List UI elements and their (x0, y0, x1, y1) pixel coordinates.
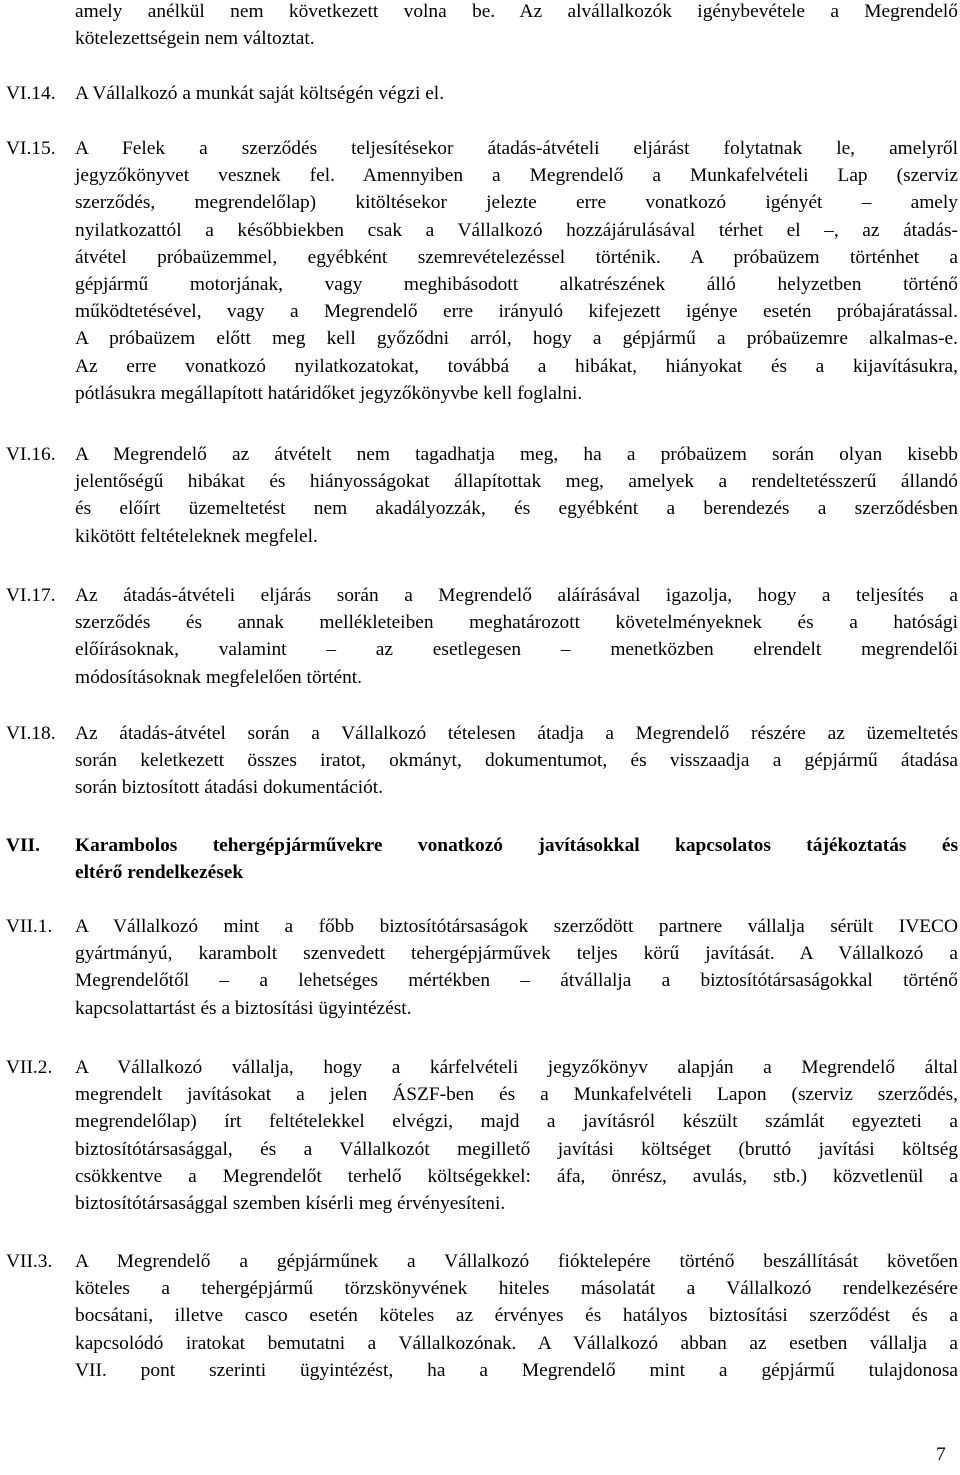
clause-text-line: szerződés és annak mellékleteiben meghatározott követelményeknek és a hatósági (75, 612, 958, 634)
clause-text-line: előírásoknak, valamint – az esetlegesen – menetközben elrendelt megrendelői (75, 639, 958, 661)
clause-text-line: kapcsolódó iratokat bemutatni a Vállalkozónak. A Vállalkozó abban az esetben vállalja a (75, 1332, 958, 1354)
clause-text-line: biztosítótársasággal, és a Vállalkozót megillető javítási költséget (bruttó javítási költség (75, 1138, 958, 1160)
clause-text-line: Megrendelőtől – a lehetséges mértékben – átvállalja a biztosítótársaságokkal történő (75, 970, 958, 992)
clause-text-line: gépjármű motorjának, vagy meghibásodott alkatrészének álló helyzetben történő (75, 274, 958, 295)
section-heading-line: eltérő rendelkezések (75, 862, 244, 884)
clause-number: VII.1. (6, 916, 53, 937)
clause-text-line: és előírt üzemeltetést nem akadályozzák, és egyébként a berendezés a szerződésben (75, 498, 958, 520)
clause-text-line: A Megrendelő a gépjárműnek a Vállalkozó fióktelepére történő beszállítását követően (75, 1251, 958, 1272)
clause-number: VI.14. (6, 83, 56, 104)
clause-text-line: során keletkezett összes iratot, okmányt, dokumentumot, és visszaadja a gépjármű átadása (75, 750, 958, 772)
clause-text-line: Az erre vonatkozó nyilatkozatokat, továbbá a hibákat, hiányokat és a kijavításukra, (75, 355, 958, 377)
clause-text-line: bocsátani, illetve casco esetén köteles az érvényes és hatályos biztosítási szerződést és a (75, 1305, 958, 1327)
clause-text-line: csökkentve a Megrendelőt terhelő költségekkel: áfa, önrész, avulás, stb.) közvetlenül a (75, 1165, 958, 1187)
clause-text-line: gyártmányú, karambolt szenvedett tehergépjárművek teljes körű javítását. A Vállalkozó a (75, 943, 958, 965)
clause-text-line: A Megrendelő az átvételt nem tagadhatja meg, ha a próbaüzem során olyan kisebb (75, 444, 958, 465)
clause-number: VI.15. (6, 138, 56, 159)
clause-text-line: A Vállalkozó mint a főbb biztosítótársaságok szerződött partnere vállalja sérült IVECO (75, 916, 958, 937)
clause-text-line: jegyzőkönyvet vesznek fel. Amennyiben a Megrendelő a Munkafelvételi Lap (szerviz (75, 165, 958, 187)
clause-text-line: biztosítótársasággal szemben kísérli meg érvényesíteni. (75, 1193, 506, 1214)
intro-line: amely anélkül nem következett volna be. Az alvállalkozók igénybevétele a Megrendelő (75, 1, 958, 22)
clause-text-line: szerződés, megrendelőlap) kitöltésekor jelezte erre vonatkozó igényét – amely (75, 192, 958, 214)
section-heading-line: Karambolos tehergépjárművekre vonatkozó javításokkal kapcsolatos tájékoztatás és (75, 835, 958, 856)
clause-text-line: A Vállalkozó a munkát saját költségén végzi el. (75, 83, 445, 104)
clause-text-line: pótlásukra megállapított határidőket jegyzőkönyvbe kell foglalni. (75, 382, 583, 404)
clause-number: VII. (6, 835, 40, 856)
clause-number: VII.3. (6, 1251, 53, 1272)
clause-text-line: A Felek a szerződés teljesítésekor átadás-átvételi eljárást folytatnak le, amelyről (75, 138, 958, 159)
clause-number: VI.17. (6, 585, 56, 606)
clause-text-line: során biztosított átadási dokumentációt. (75, 777, 384, 799)
clause-text-line: kikötött feltételeknek megfelel. (75, 525, 318, 547)
clause-text-line: A Vállalkozó vállalja, hogy a kárfelvételi jegyzőkönyv alapján a Megrendelő által (75, 1057, 958, 1078)
clause-text-line: módosításoknak megfelelően történt. (75, 666, 363, 688)
clause-text-line: VII. pont szerinti ügyintézést, ha a Megrendelő mint a gépjármű tulajdonosa (75, 1359, 958, 1381)
clause-number: VI.16. (6, 444, 56, 465)
clause-text-line: megrendelt javításokat a jelen ÁSZF-ben és a Munkafelvételi Lapon (szerviz szerződés, (75, 1084, 958, 1106)
clause-text-line: megrendelőlap) írt feltételekkel elvégzi, majd a javításról készült számlát egyezteti a (75, 1111, 958, 1133)
clause-text-line: nyilatkozattól a későbbiekben csak a Vállalkozó hozzájárulásával térhet el –, az átadás- (75, 219, 958, 241)
clause-text-line: működtetésével, vagy a Megrendelő erre irányuló kifejezett igénye esetén próbajáratással. (75, 301, 958, 323)
intro-line: kötelezettségein nem változtat. (75, 28, 315, 49)
clause-text-line: Az átadás-átvétel során a Vállalkozó tételesen átadja a Megrendelő részére az üzemeltetés (75, 723, 958, 744)
clause-text-line: A próbaüzem előtt meg kell győződni arról, hogy a gépjármű a próbaüzemre alkalmas-e. (75, 328, 958, 350)
clause-text-line: Az átadás-átvételi eljárás során a Megrendelő aláírásával igazolja, hogy a teljesítés a (75, 585, 958, 606)
clause-number: VI.18. (6, 723, 56, 744)
clause-text-line: átvétel próbaüzemmel, egyébként szemrevételezéssel történik. A próbaüzem történhet a (75, 246, 958, 268)
page-number: 7 (936, 1444, 946, 1465)
clause-text-line: köteles a tehergépjármű törzskönyvének hiteles másolatát a Vállalkozó rendelkezésére (75, 1278, 958, 1300)
clause-number: VII.2. (6, 1057, 53, 1078)
clause-text-line: jelentőségű hibákat és hiányosságokat állapítottak meg, amelyek a rendeltetésszerű állandó (75, 471, 958, 493)
clause-text-line: kapcsolattartást és a biztosítási ügyintézést. (75, 997, 412, 1019)
